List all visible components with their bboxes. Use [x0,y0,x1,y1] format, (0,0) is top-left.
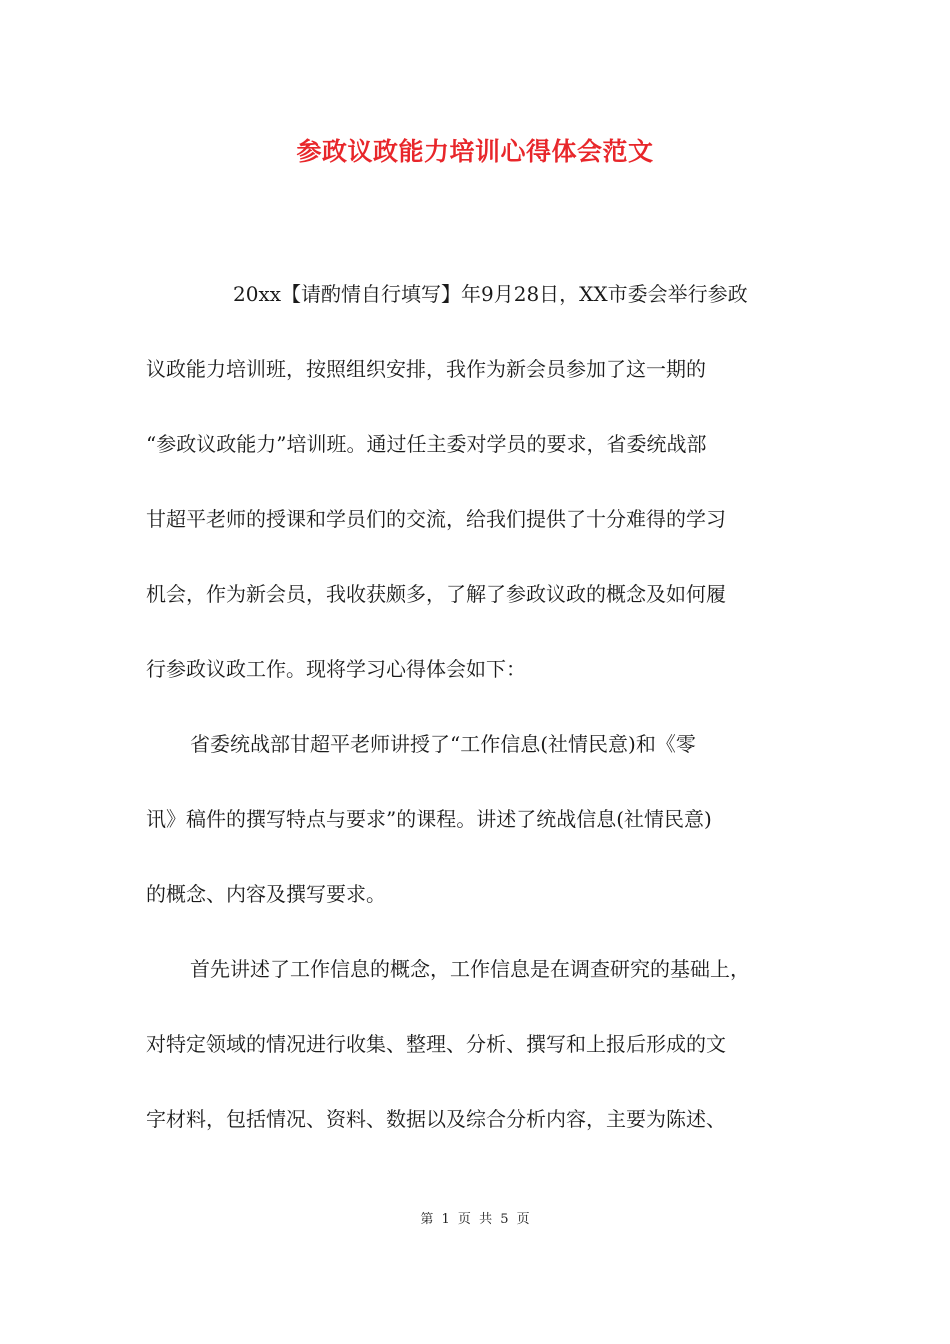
footer-suffix: 页 [516,1212,530,1227]
footer-total-pages: 5 [500,1212,509,1227]
footer-current-page: 1 [441,1212,450,1227]
body-line-3: “参政议政能力”培训班。通过任主委对学员的要求，省委统战部 [146,432,707,456]
body-line-9: 的概念、内容及撰写要求。 [146,882,386,906]
page-footer [0,1208,950,1227]
body-line-2: 议政能力培训班，按照组织安排，我作为新会员参加了这一期的 [146,357,706,381]
body-line-8: 讯》稿件的撰写特点与要求”的课程。讲述了统战信息(社情民意) [146,807,712,831]
body-line-12: 字材料，包括情况、资料、数据以及综合分析内容，主要为陈述、 [146,1107,726,1131]
body-line-5: 机会，作为新会员，我收获颇多，了解了参政议政的概念及如何履 [146,582,726,606]
footer-prefix: 第 [420,1212,434,1227]
body-line-4: 甘超平老师的授课和学员们的交流，给我们提供了十分难得的学习 [146,507,726,531]
body-line-7: 省委统战部甘超平老师讲授了“工作信息(社情民意)和《零 [190,732,696,756]
footer-total-word: 共 [479,1212,493,1227]
body-line-10: 首先讲述了工作信息的概念，工作信息是在调查研究的基础上， [190,957,750,981]
body-line-1: 20xx【请酌情自行填写】年9月28日，XX市委会举行参政 [233,282,748,306]
document-title: 参政议政能力培训心得体会范文 [296,137,654,166]
body-line-11: 对特定领域的情况进行收集、整理、分析、撰写和上报后形成的文 [146,1032,726,1056]
body-line-6: 行参政议政工作。现将学习心得体会如下： [146,657,526,681]
footer-page-word: 页 [457,1212,471,1227]
